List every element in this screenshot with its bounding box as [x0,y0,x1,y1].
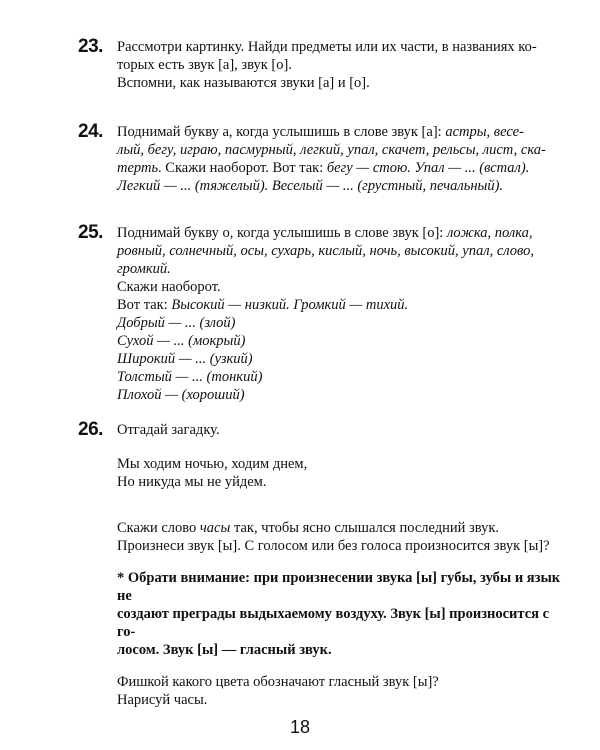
instruction-text: . Скажи наоборот. Вот так: [158,160,327,176]
exercise-number: 24. [78,121,103,142]
instruction-text: Поднимай букву о, когда услышишь в слове звук [о]: [117,225,447,241]
instruction-text: Вот так: [117,297,172,313]
word-list: лый, бегу, играю, пасмурный, легкий, упал, скачет, рельсы, лист, ска- [117,142,546,158]
text-line [117,123,568,141]
text-line [117,224,568,242]
exercise-text [117,123,568,195]
text-line: Вспомни, как называются звуки [а] и [о]. [117,75,370,91]
exercise-number: 26. [78,419,103,440]
example-text: Легкий — ... (тяжелый). Веселый — ... (грустный, печальный). [117,178,504,194]
antonym-item: Добрый — ... (злой) [117,315,236,331]
riddle-line: Но никуда мы не уйдем. [117,474,267,490]
text-line [117,519,568,537]
exercise-number: 23. [78,36,103,57]
page-number: 18 [289,717,311,737]
keyword: часы [199,520,231,536]
exercise-26 [78,421,568,709]
word-list: терть [117,160,159,176]
instruction-text: Скажи наоборот. [117,279,221,295]
exercise-25 [78,224,568,404]
instruction-text: Произнеси звук [ы]. С голосом или без голоса произносится звук [ы]? [117,538,550,554]
antonym-item: Сухой — ... (мокрый) [117,333,246,349]
exercise-24 [78,123,568,195]
riddle-line: Мы ходим ночью, ходим днем, [117,456,308,472]
word-list: громкий. [117,261,171,277]
note-text: лосом. Звук [ы] — гласный звук. [117,642,332,658]
instruction-text: Скажи слово [117,520,200,536]
word-list: астры, весе- [445,124,524,140]
instruction-text: так, чтобы ясно слышался последний звук. [230,520,500,536]
question-text: Фишкой какого цвета обозначают гласный звук [ы]? [117,674,439,690]
antonym-item: Толстый — ... (тонкий) [117,369,263,385]
exercise-text [117,38,568,92]
example-text: бегу — стою. Упал — ... (встал). [326,160,530,176]
exercise-text [117,224,568,404]
text-line [117,296,568,314]
exercise-number: 25. [78,222,103,243]
text-line: Рассмотри картинку. Найди предметы или их части, в названиях ко- [117,39,537,55]
question-text: Нарисуй часы. [117,692,208,708]
exercise-23 [78,38,568,92]
note-text: создают преграды выдыхаемому воздуху. Звук [ы] произносится с го- [117,606,550,640]
example-text: Высокий — низкий. Громкий — тихий. [171,297,409,313]
antonym-item: Плохой — (хороший) [117,387,245,403]
exercise-text [117,421,568,709]
text-line: торых есть звук [а], звук [о]. [117,57,292,73]
antonym-item: Широкий — ... (узкий) [117,351,253,367]
note-text: * Обрати внимание: при произнесении звука [ы] губы, зубы и язык не [117,570,561,604]
instruction-text: Отгадай загадку. [117,422,220,438]
word-list: ложка, полка, [446,225,533,241]
text-line [117,159,568,177]
word-list: ровный, солнечный, осы, сухарь, кислый, ночь, высокий, упал, слово, [117,243,534,259]
instruction-text: Поднимай букву а, когда услышишь в слове звук [а]: [117,124,446,140]
